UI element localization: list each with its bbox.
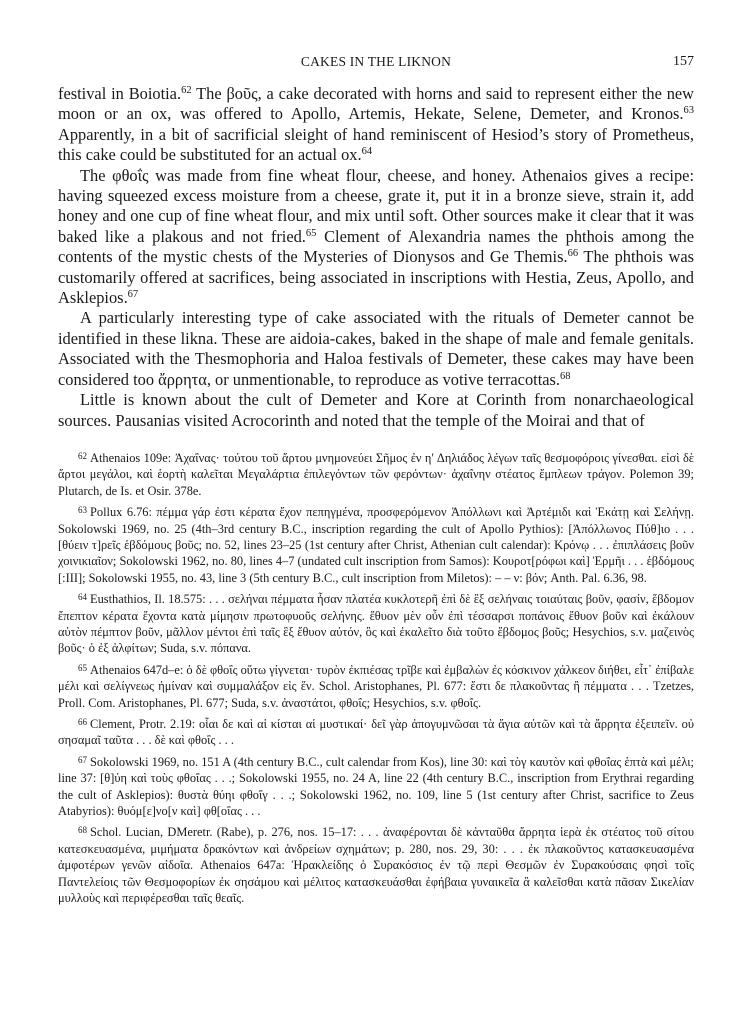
footnote-text: Athenaios 109e: Ἀχαΐνας· τούτου τοῦ ἄρτου μνημονεύει Σῆμος ἐν η′ Δηλιάδος λέγων ταῖς θεσμοφόροις γίνεσθαι. εἰσὶ δὲ ἄρτοι μεγάλοι, καὶ ἑορτὴ καλεῖται Μεγαλάρτια ἐπιλεγόντων τῶν φερόντων· ἀχαΐνην στέατος ἔμπλεων τράγον. Polemon 39; Plutarch, de Is. et Osir. 378e. <box>58 450 694 498</box>
footnote-number: 65 <box>78 662 87 673</box>
footnote-63 <box>58 502 694 586</box>
text-segment: A particularly interesting type of cake associated with the rituals of Demeter cannot be identified in these likna. These are aidoia-cakes, baked in the shape of male and female genitals. Associated with the Thesmophoria and Haloa festivals of Demeter, these cakes may have been considered too ἄρρητα, or unmentionable, to reproduce as votive terracottas. <box>58 308 694 389</box>
footnote-text: Sokolowski 1969, no. 151 A (4th century B.C., cult calendar from Kos), line 30: καὶ τὸγ καυτὸν καὶ φθοΐας ἑπτὰ καὶ μέλι; line 37: [θ]ύη καὶ τοὺς φθοΐας . . .; Sokolowski 1955, no. 24 A, line 22 (4th century B.C., inscription from Erythrai regarding the cult of Asklepios): θυστὰ θύηι φθοΐγ . . .; Sokolowski 1962, no. 109, line 5 (1st century after Christ, sacrifice to Zeus Atabyrios): θυόμ[ε]νο[ν καὶ] φθ[οΐας . . . <box>58 754 694 819</box>
paragraph-4 <box>58 390 694 431</box>
running-title: CAKES IN THE LIKNON <box>300 54 452 69</box>
paragraph-1 <box>58 84 694 166</box>
note-reference: 62 <box>181 85 192 96</box>
paragraph-3 <box>58 308 694 390</box>
book-page <box>58 52 694 909</box>
body-text <box>58 84 694 431</box>
footnote-68 <box>58 822 694 906</box>
footnote-65 <box>58 660 694 711</box>
footnote-62 <box>58 448 694 499</box>
footnote-number: 62 <box>78 450 87 461</box>
text-segment: The phthois was customarily offered at sacrifices, being associated in inscriptions with Hestia, Zeus, Apollo, and Asklepios. <box>58 247 694 308</box>
footnote-67 <box>58 752 694 820</box>
running-head <box>58 52 694 72</box>
note-reference: 67 <box>127 289 139 301</box>
note-reference: 68 <box>560 370 571 382</box>
footnote-number: 63 <box>78 505 87 516</box>
footnote-text: Schol. Lucian, DMeretr. (Rabe), p. 276, nos. 15–17: . . . ἀναφέρονται δὲ κἀνταῦθα ἄρρητα ἱερὰ ἐκ στέατος τοῦ σίτου κατεσκευασμένα, μιμήματα δρακόντων καὶ ἀνδρείων σχημάτων; p. 280, nos. 29, 30: . . . ἐκ πλακοῦντος κατασκευασμένα ἀμφοτέρων γενῶν αἰδοῖα. Athenaios 647a: Ἡρακλείδης ὁ Συρακόσιος ἐν τῷ περὶ Θεσμῶν ἐν Συρακούσαις φησὶ τοῖς Παντελείοις τῶν Θεσμοφορίων ἐκ σησάμου καὶ μέλιτος κατασκευάσθαι ἐφήβαια γυναικεῖα ἃ καλεῖσθαι κατὰ πᾶσαν Σικελίαν μυλλοὺς καὶ περιφέρεσθαι ταῖς θεαῖς. <box>58 825 694 906</box>
text-segment: festival in Boiotia. <box>58 84 182 103</box>
footnotes <box>58 448 694 907</box>
paragraph-2 <box>58 166 694 309</box>
footnote-text: Athenaios 647d–e: ὁ δὲ φθοΐς οὕτω γίγνεται· τυρὸν ἐκπιέσας τρῖβε καὶ ἐμβαλὼν ἐς κόσκινον χάλκεον διήθει, εἶτ᾽ ἐπίβαλε μέλι καὶ σελίγνεως ἡμίναν καὶ συμμαλάξον εἰς ἕν. Schol. Aristophanes, Pl. 677: ἔστι δε πλακοῦντας ἢ πέμματα . . . Tzetzes, Proll. Com. Aristophanes, Pl. 677; Suda, s.v. ἀναστάτοι, φθοΐς; Hesychios, s.v. φθοΐς. <box>58 662 694 710</box>
footnote-number: 66 <box>78 717 87 727</box>
footnote-number: 68 <box>78 825 87 836</box>
footnote-number: 67 <box>78 754 87 765</box>
note-reference: 64 <box>361 146 373 158</box>
footnote-number: 64 <box>78 592 87 603</box>
text-segment: Apparently, in a bit of sacrificial sleight of hand reminiscent of Hesiod’s story of Prometheus, this cake could be substituted for an actual ox. <box>58 124 694 165</box>
note-reference: 66 <box>567 248 579 260</box>
text-segment: Little is known about the cult of Demeter and Kore at Corinth from nonarchaeological sources. Pausanias visited Acrocorinth and noted that the temple of the Moirai and that of <box>58 390 694 430</box>
page-number: 157 <box>673 54 694 69</box>
footnote-64 <box>58 589 694 657</box>
footnote-text: Clement, Protr. 2.19: οἷαι δε καὶ αἱ κίσται αἱ μυστικαί· δεῖ γὰρ ἀπογυμνῶσαι τὰ ἅγια αὐτῶν καὶ τὰ ἄρρητα ἐξειπεῖν. οὐ σησαμαῖ ταῦτα . . . δὲ καὶ φθοΐς . . . <box>58 717 694 748</box>
text-segment: The φθοΐς was made from fine wheat flour, cheese, and honey. Athenaios gives a recipe: having squeezed excess moisture from a cheese, grate it, put it in a bronze sieve, strain it, add honey and one cup of fine wheat flour, and mix until soft. Other sources make it clear that it was baked like a plakous and not fried. <box>58 165 694 246</box>
text-segment: The βοῦς, a cake decorated with horns and said to represent either the new moon or an ox, was offered to Apollo, Artemis, Hekate, Selene, Demeter, and Kronos. <box>58 84 695 124</box>
footnote-66 <box>58 714 694 749</box>
note-reference: 65 <box>305 227 317 239</box>
footnote-text: Eusthathios, Il. 18.575: . . . σελήναι πέμματα ἦσαν πλατέα κυκλοτερῆ ἐπὶ δὲ ἓξ σελήναις τοιαύταις βοῦν, φασίν, ἕβδομον ἔπεπτον κέρατα ἔχοντα κατὰ μίμησιν πρωτοφυοῦς σελήνης. ἔθυον μὲν οὖν ἐπὶ τέσσαρσι ποπάνοις ἔθυον βοῦν καὶ ἐκάλουν αὐτὸν πέμπτον βοῦν, μᾶλλον μέντοι ἐπὶ ταῖς ἓξ ἔθυον αὐτόν, ὃς καὶ ἐκαλεῖτο διὰ τοῦτο ἕβδομος βοῦς; Hesychios, s.v. μαζεινὸς βοῦς· ὁ ἐξ ἀλφίτων; Suda, s.v. πόπανα. <box>58 592 694 656</box>
text-segment: Clement of Alexandria names the phthois among the contents of the mystic chests of the Mysteries of Dionysos and Ge Themis. <box>58 226 694 267</box>
note-reference: 63 <box>683 105 694 117</box>
footnote-text: Pollux 6.76: πέμμα γάρ ἐστι κέρατα ἔχον πεπηγμένα, προσφερόμενον Ἀπόλλωνι καὶ Ἀρτέμιδι καὶ Ἑκάτῃ καὶ Σελήνῃ. Sokolowski 1969, no. 25 (4th–3rd century B.C., inscription regarding the cult of Apollo Pythios): [Ἀπόλλωνος Πύθ]ιο . . . [θύειν τ]ρεῖς ἑβδόμους βοῦς; no. 52, lines 23–25 (1st century after Christ, Athenian cult calendar): Κρόνῳ . . . ἐπιπλάσεις βοῦν χοινικιαῖον; Sokolowski 1962, no. 80, lines 4–7 (undated cult inscription from Samos): Κουροτ[ρόφωι καὶ] Ἑρμῆι . . . ἑβδόμους [:ΙΙΙ]; Sokolowski 1955, no. 43, line 3 (5th century B.C., cult inscription from Miletos): – – ν: βόν; Anth. Pal. 6.36, 98. <box>58 505 694 585</box>
